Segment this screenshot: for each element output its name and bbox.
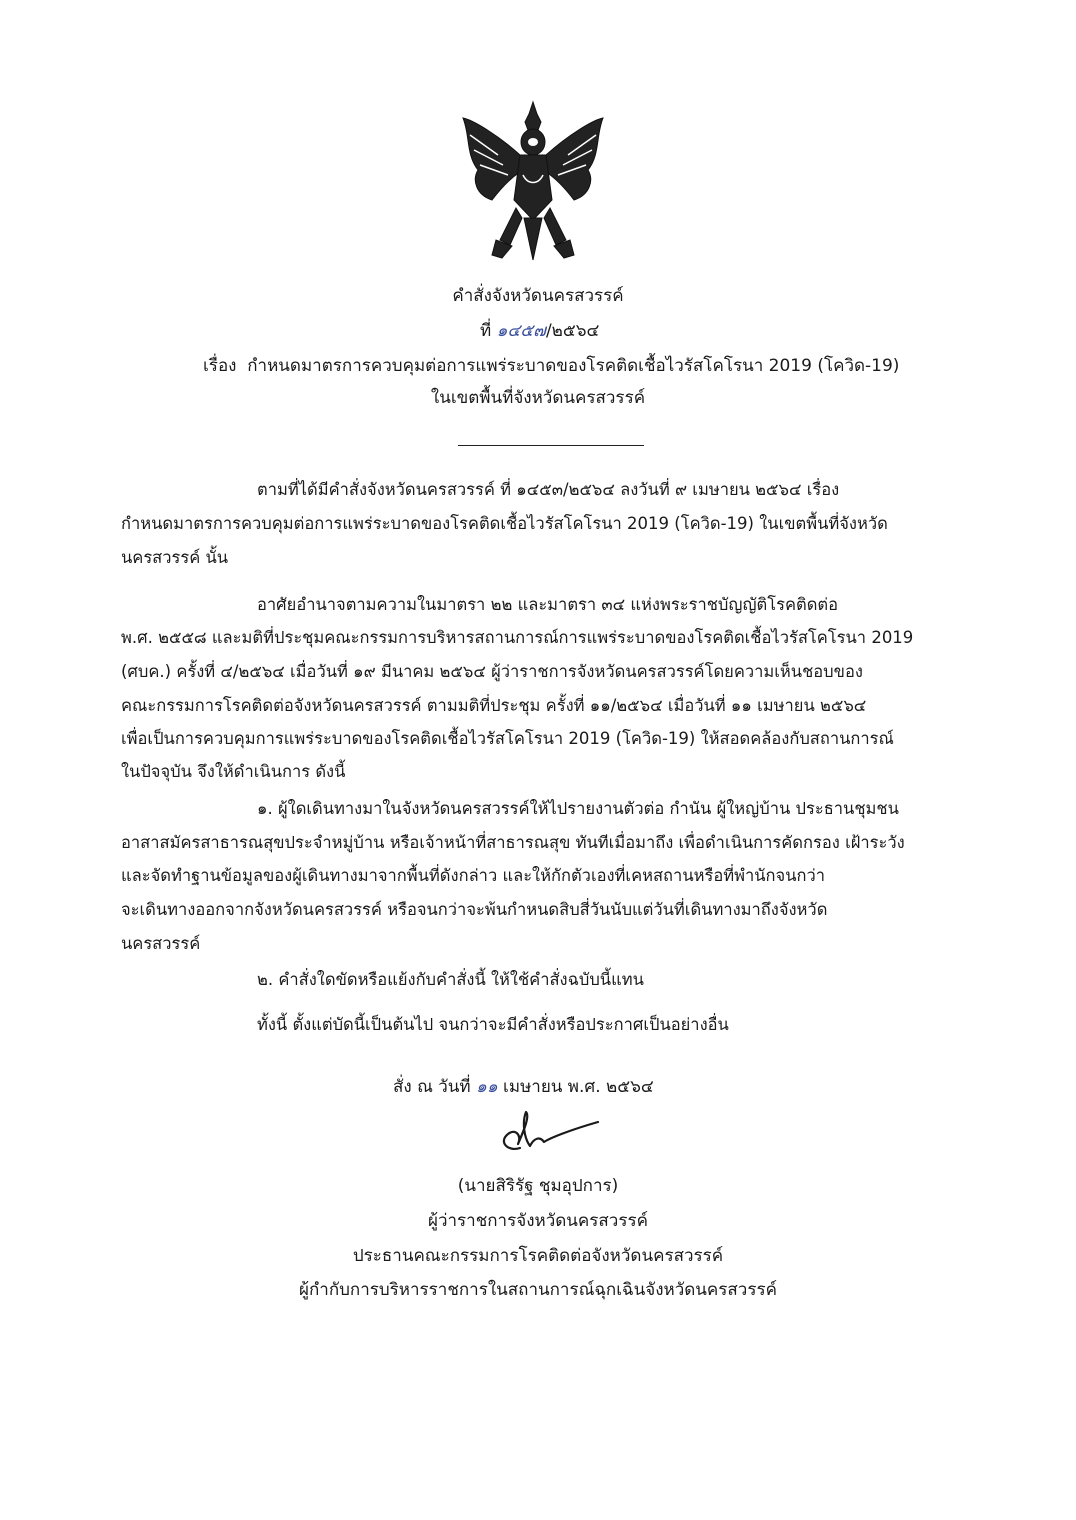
date-day-handwritten: ๑๑ (476, 1077, 498, 1097)
garuda-emblem-icon (458, 100, 608, 265)
document-title: คำสั่งจังหวัดนครสวรรค์ (452, 286, 624, 306)
p2-line-4: คณะกรรมการโรคติดต่อจังหวัดนครสวรรค์ ตามมติที่ประชุม ครั้งที่ ๑๑/๒๕๖๔ เมื่อวันที่ ๑๑ เมษายน ๒๕๖๔ (121, 696, 867, 715)
divider (458, 445, 644, 446)
p2-line-1: อาศัยอำนาจตามความในมาตรา ๒๒ และมาตรา ๓๔ แห่งพระราชบัญญัติโรคติดต่อ (257, 595, 839, 614)
order-date (393, 1073, 654, 1100)
subject-text: กำหนดมาตรการควบคุมต่อการแพร่ระบาดของโรคติดเชื้อไวรัสโคโรนา 2019 (โควิด-19) (247, 356, 900, 376)
p3-line-3: และจัดทำฐานข้อมูลของผู้เดินทางมาจากพื้นที่ดังกล่าว และให้กักตัวเองที่เคหสถานหรือที่พำนักจนกว่า (121, 866, 825, 885)
p2-line-3: (ศบค.) ครั้งที่ ๔/๒๕๖๔ เมื่อวันที่ ๑๙ มีนาคม ๒๕๖๔ ผู้ว่าราชการจังหวัดนครสวรรค์โดยความเห็นชอบของ (121, 662, 863, 681)
p1-line-2: กำหนดมาตรการควบคุมต่อการแพร่ระบาดของโรคติดเชื้อไวรัสโคโรนา 2019 (โควิด-19) ในเขตพื้นที่จังหวัด (121, 514, 888, 533)
p1-line-1: ตามที่ได้มีคำสั่งจังหวัดนครสวรรค์ ที่ ๑๔๕๓/๒๕๖๔ ลงวันที่ ๙ เมษายน ๒๕๖๔ เรื่อง (257, 480, 840, 499)
p2-line-6: ในปัจจุบัน จึงให้ดำเนินการ ดังนี้ (121, 762, 346, 781)
p2-line-5: เพื่อเป็นการควบคุมการแพร่ระบาดของโรคติดเชื้อไวรัสโคโรนา 2019 (โควิด-19) ให้สอดคล้องกับสถานการณ์ (121, 729, 894, 748)
p1-line-3: นครสวรรค์ นั้น (121, 548, 229, 567)
order-number (480, 317, 599, 344)
signer-title-1: ผู้ว่าราชการจังหวัดนครสวรรค์ (428, 1211, 648, 1231)
p3-line-5: นครสวรรค์ (121, 934, 201, 953)
signer-title-3: ผู้กำกับการบริหารราชการในสถานการณ์ฉุกเฉินจังหวัดนครสวรรค์ (299, 1280, 777, 1300)
date-prefix: สั่ง ณ วันที่ (393, 1077, 471, 1097)
p3-line-2: อาสาสมัครสาธารณสุขประจำหมู่บ้าน หรือเจ้าหน้าที่สาธารณสุข ทันทีเมื่อมาถึง เพื่อดำเนินการคัดกรอง เฝ้าระวัง (121, 833, 905, 852)
subject-label: เรื่อง (203, 356, 237, 376)
p3-line-1: ๑. ผู้ใดเดินทางมาในจังหวัดนครสวรรค์ให้ไปรายงานตัวต่อ กำนัน ผู้ใหญ่บ้าน ประธานชุมชน (257, 799, 899, 818)
handwritten-signature (490, 1108, 610, 1158)
signer-title-2: ประธานคณะกรรมการโรคติดต่อจังหวัดนครสวรรค์ (352, 1246, 724, 1266)
p5-line: ทั้งนี้ ตั้งแต่บัดนี้เป็นต้นไป จนกว่าจะมีคำสั่งหรือประกาศเป็นอย่างอื่น (257, 1015, 729, 1034)
p4-line: ๒. คำสั่งใดขัดหรือแย้งกับคำสั่งนี้ ให้ใช้คำสั่งฉบับนี้แทน (257, 970, 644, 989)
p2-line-2: พ.ศ. ๒๕๕๘ และมติที่ประชุมคณะกรรมการบริหารสถานการณ์การแพร่ระบาดของโรคติดเชื้อไวรัสโคโรนา 2019 (121, 628, 914, 647)
order-year: /๒๕๖๔ (545, 321, 600, 341)
date-suffix: เมษายน พ.ศ. ๒๕๖๔ (503, 1077, 654, 1097)
subject-line (203, 352, 899, 379)
signer-name: (นายสิริรัฐ ชุมอุปการ) (457, 1176, 619, 1196)
p3-line-4: จะเดินทางออกจากจังหวัดนครสวรรค์ หรือจนกว่าจะพ้นกำหนดสิบสี่วันนับแต่วันที่เดินทางมาถึงจังหวัด (121, 900, 828, 919)
order-number-handwritten: ๑๔๕๗ (496, 321, 546, 341)
order-prefix: ที่ (480, 321, 492, 341)
subject-line-2: ในเขตพื้นที่จังหวัดนครสวรรค์ (430, 388, 646, 408)
